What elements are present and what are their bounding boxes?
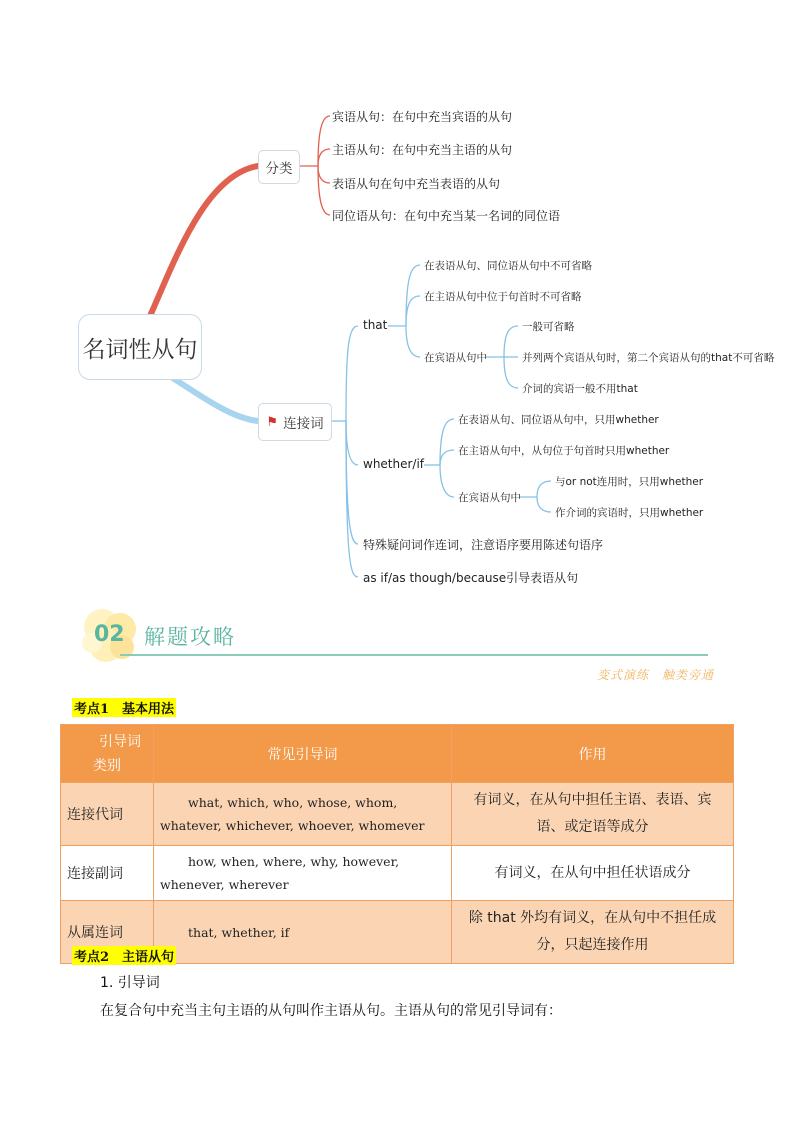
header-function: 作用: [452, 725, 734, 783]
row-words-text: that, whether, if: [188, 924, 290, 940]
classify-item-subject: 主语从句：在句中充当主语的从句: [332, 143, 513, 157]
header-words: 常见引导词: [154, 725, 452, 783]
section-number: 02: [94, 622, 125, 647]
whether-object-item-1: 与or not连用时，只用whether: [555, 476, 704, 488]
row-words-text: how, when, where, why, however, whenever, wherever: [160, 854, 400, 892]
point1-label: 考点1 基本用法: [72, 698, 176, 717]
list-item-1: 1. 引导词: [100, 975, 160, 991]
row-category: 连接副词: [61, 846, 154, 901]
classify-item-object: 宾语从句：在句中充当宾语的从句: [332, 110, 513, 124]
row-words: [154, 783, 452, 846]
header-category: [61, 725, 154, 783]
classify-item-appositive: 同位语从句：在句中充当某一名词的同位语: [332, 209, 561, 223]
table-row: [61, 783, 734, 846]
node-whether: whether/if: [363, 457, 425, 471]
that-item-2: 在主语从句中位于句首时不可省略: [424, 291, 582, 303]
mindmap-root: 名词性从句: [78, 314, 202, 380]
usage-table: [60, 724, 734, 964]
whether-item-2: 在主语从句中，从句位于句首时只用whether: [458, 445, 670, 457]
branch-classify: [150, 166, 258, 316]
node-as-if: as if/as though/because引导表语从句: [363, 571, 579, 585]
connectors-label: 连接词: [283, 416, 324, 432]
node-that: that: [363, 318, 388, 332]
that-object-item-1: 一般可省略: [522, 321, 575, 333]
row-function: 除 that 外均有词义，在从句中不担任成分，只起连接作用: [452, 901, 734, 964]
row-function: 有词义，在从句中担任主语、表语、宾语、或定语等成分: [452, 783, 734, 846]
whether-object-node: 在宾语从句中: [458, 492, 521, 504]
whether-item-1: 在表语从句、同位语从句中，只用whether: [458, 414, 659, 426]
that-object-item-2: 并列两个宾语从句时，第二个宾语从句的that不可省略: [522, 352, 775, 364]
branch-connectors: [168, 375, 258, 421]
row-words-text: what, which, who, whose, whom, whatever, whichever, whoever, whomever: [160, 795, 425, 833]
whether-object-item-2: 作介词的宾语时，只用whether: [555, 507, 704, 519]
that-item-1: 在表语从句、同位语从句中不可省略: [424, 260, 592, 272]
classify-item-predicative: 表语从句在句中充当表语的从句: [332, 177, 501, 191]
that-object-node: 在宾语从句中: [424, 352, 487, 364]
node-classify: 分类: [258, 150, 300, 184]
node-connectors: [258, 403, 332, 441]
section-subtitle: 变式演练 触类旁通: [597, 668, 715, 682]
that-object-item-3: 介词的宾语一般不用that: [522, 383, 638, 395]
section-title: 解题攻略: [144, 625, 236, 649]
point2-label: 考点2 主语从句: [72, 946, 176, 965]
section-divider: [120, 654, 708, 656]
flag-icon: ⚑: [266, 414, 279, 430]
row-category: 从属连词: [61, 901, 154, 964]
row-function: 有词义，在从句中担任状语成分: [452, 846, 734, 901]
body-paragraph: 在复合句中充当主句主语的从句叫作主语从句。主语从句的常见引导词有：: [100, 1003, 562, 1019]
row-words: [154, 846, 452, 901]
table-row: [61, 846, 734, 901]
row-category: 连接代词: [61, 783, 154, 846]
header-category-bottom: 类别: [93, 757, 121, 774]
row-words: [154, 901, 452, 964]
header-category-top: 引导词: [99, 733, 141, 750]
classify-lines: [298, 116, 330, 215]
node-special-question: 特殊疑问词作连词，注意语序要用陈述句语序: [363, 538, 604, 552]
